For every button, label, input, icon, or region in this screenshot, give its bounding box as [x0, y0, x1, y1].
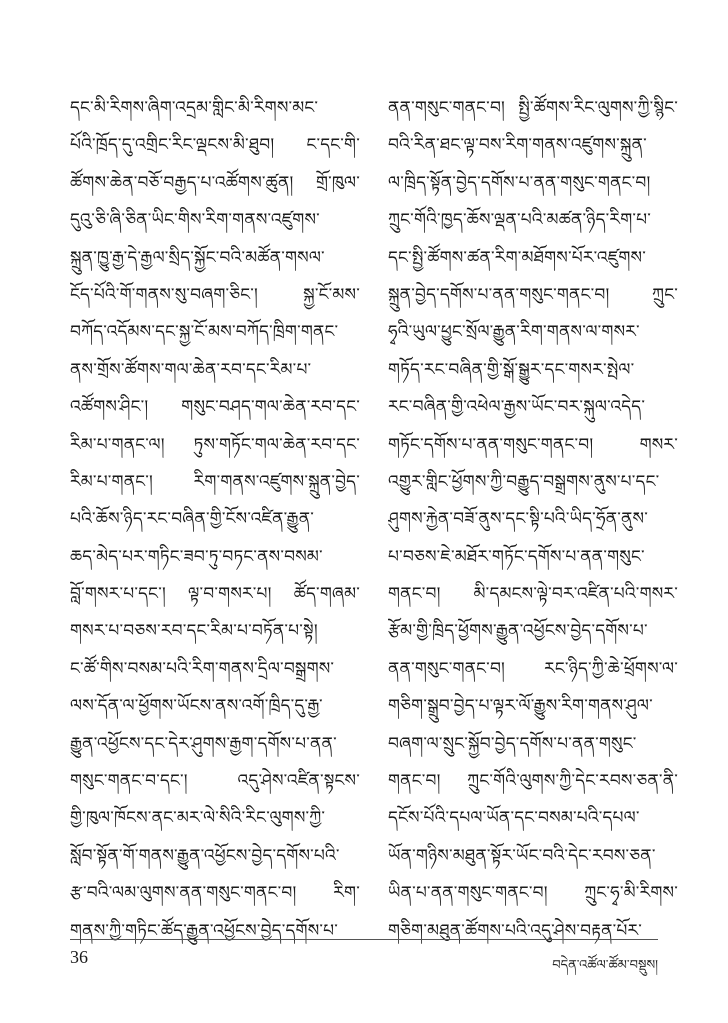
text-line: ནན་གསུང་གནང་བ། སྤྱི་ཚོགས་རིང་ལུགས་ཀྱི་སྙིང་ [388, 98, 678, 118]
text-line: ངོད་པོའི་གོ་གནས་སུ་བཞག་ཅིང་། སྐྱ་ངོ་མས་ [70, 284, 360, 305]
text-line: ལ་ཁྲིད་སྟོན་བྱེད་དགོས་པ་ནན་གསུང་གནང་བ། [388, 172, 651, 193]
text-line: རིམ་པ་གནང་ལ། ཏུས་གཏོང་གལ་ཆེན་རབ་དང་ [70, 434, 360, 455]
text-line: ཡིན་པ་ནན་གསུང་གནང་བ། ཀྲུང་ཧྭ་མི་རིགས་ [388, 883, 678, 904]
text-line: གནང་བ། ཀྲུང་གོའི་ལུགས་ཀྱི་དེང་རབས་ཅན་ནི་ [388, 771, 678, 792]
text-line: རྩོམ་གྱི་ཁྲིད་ཕྱོགས་རྒྱུན་འཕྱོངས་བྱེད་དགོས་པ་ [388, 621, 648, 642]
text-line: འགྱུར་གླིང་ཕྱོགས་ཀྱི་བརྒྱུད་བསྒྲགས་ནུས་པ་དང་ [388, 471, 660, 492]
text-line: ང་ཚོ་གིས་བསམ་པའི་རིག་གནས་དྲིལ་བསྒྲགས་ [70, 658, 335, 679]
text-line: དང་སྤྱི་ཚོགས་ཚན་རིག་མཐོགས་པོར་འཛུགས་ [388, 247, 646, 268]
text-line: ཡོན་གཉིས་མཐུན་སྟོར་ཡོང་བའི་དེང་རབས་ཅན་ [388, 845, 656, 866]
text-line: གྱི་ཁུལ་ཁོངས་ནང་མར་ལེ་སིའི་རིང་ལུགས་ཀྱི་ [70, 808, 326, 829]
text-line: བློ་གསར་པ་དང་། ལྟ་བ་གསར་པ། ཚོད་གཞམ་ [70, 584, 360, 605]
text-line: གནང་བ། མི་དམངས་ལྟེ་བར་འཛིན་པའི་གསར་ [388, 584, 678, 605]
text-line: དུའུ་ཅི་ཞི་ཅིན་ཡིང་གིས་རིག་གནས་འཛུགས་ [70, 210, 320, 231]
text-line: ལས་དོན་ལ་ཕྱོགས་ཡོངས་ནས་འགོ་ཁྲིད་དུ་རྒྱ་ [70, 696, 323, 717]
text-line: ཚོགས་ཆེན་བཅོ་བརྒྱད་པ་འཚོགས་ཚུན། གྲོ་ཁུལ་ [70, 172, 360, 193]
text-line: བའི་རིན་ཐང་ལྟ་བས་རིག་གནས་འཛུགས་སྐྲུན་ [388, 135, 647, 156]
text-line: ཀྲུང་གོའི་ཁྱད་ཆོས་ལྡན་པའི་མཚན་ཉིད་རིག་པ་ [388, 210, 652, 231]
text-line: པའི་ཆོས་ཉིད་རང་བཞིན་གྱི་ངོས་འཛིན་རྒྱུན་ [70, 509, 315, 530]
text-line: རིམ་པ་གནང་། རིག་གནས་འཛུགས་སྐྲུན་བྱེད་ [70, 471, 360, 492]
text-line: རྒྱུན་འཕྱོངས་དང་དེར་ཤུགས་རྒྱག་དགོས་པ་ནན་ [70, 733, 337, 754]
text-line: གནས་ཀྱི་གཏིང་ཚོད་རྒྱུན་འཕྱོངས་བྱེད་དགོས་པ་ [70, 920, 339, 941]
text-line: འཚོགས་ཤིང་། གསུང་བཤད་གལ་ཆེན་རབ་དང་ [70, 397, 360, 418]
text-line: པ་བཅས་ཇེ་མཐོར་གཏོང་དགོས་པ་ནན་གསུང་ [388, 546, 645, 567]
text-line: རང་བཞིན་གྱི་འཕེལ་རྒྱས་ཡོང་བར་སྐུལ་འདེད་ [388, 397, 646, 418]
text-line: གཅིག་མཐུན་ཚོགས་པའི་འདུ་ཤེས་བརྟན་པོར་ [388, 920, 643, 941]
running-footer-title: བདེན་འཚོལ་ཚོམ་བསྡུས། [552, 958, 658, 973]
footer-divider [70, 939, 658, 940]
text-line: ཧྭའི་ཡུལ་ཕྱུང་སྲོལ་རྒྱུན་རིག་གནས་ལ་གསར་ [388, 322, 640, 343]
text-line: གསུང་གནང་བ་དང་། འདུ་ཤེས་འཛིན་སྟངས་ [70, 771, 360, 792]
text-line: གཏོད་རང་བཞིན་གྱི་སྒོ་སྒྱུར་དང་གསར་སྤེལ་ [388, 359, 635, 380]
text-line: གཏོང་དགོས་པ་ནན་གསུང་གནང་བ། གསར་ [388, 434, 678, 455]
text-line: བཀོད་འདོམས་དང་སྐྱ་ངོ་མས་བཀོད་ཁྲིག་གནང་ [70, 322, 339, 343]
text-line: ནན་གསུང་གནང་བ། རང་ཉིད་ཀྱི་ཆེ་ཕྲོགས་ལ་ [388, 658, 678, 679]
text-line: རྩ་བའི་ལམ་ལུགས་ནན་གསུང་གནང་བ། རིག་ [70, 883, 360, 904]
text-line: གསར་པ་བཅས་རབ་དང་རིམ་པ་བཏོན་པ་སྟེ། [70, 621, 318, 642]
text-line: བཞག་ལ་སྲུང་སྐྱོབ་བྱེད་དགོས་པ་ནན་གསུང་ [388, 733, 637, 754]
right-text-column [388, 90, 678, 950]
text-line: དང་མི་རིགས་ཞིག་འདྲམ་གླིང་མི་རིགས་མང་ [70, 98, 319, 118]
left-text-column [70, 90, 360, 950]
text-line: ནས་གྲོས་ཚོགས་གལ་ཆེན་རབ་དང་རིམ་པ་ [70, 359, 312, 380]
text-line: གཅིག་སྒྲུབ་བྱེད་པ་ལྟར་ལོ་རྒྱུས་རིག་གནས་ཤུལ་ [388, 696, 653, 717]
text-line: སྐྲུན་ཁྱུ་རྒྱ་དེ་རྒྱལ་སྲིད་སྐྱོང་བའི་མཚོན་གསལ་ [70, 247, 325, 268]
text-line: ཆད་མེད་པར་གཏིང་ཟབ་ཏུ་བཏང་ནས་བསམ་ [70, 546, 323, 567]
text-line: སྐྲུན་བྱེད་དགོས་པ་ནན་གསུང་གནང་བ། ཀྲུང་ [388, 284, 678, 305]
text-line: སློབ་སྟོན་གོ་གནས་རྒྱུན་འཕྱོངས་བྱེད་དགོས་པའི་ [70, 845, 340, 866]
page-number: 36 [70, 947, 88, 967]
text-line: ཤུགས་རྐྱེན་བཟོ་ནུས་དང་སྟི་པའི་ཡིད་ཧྲོན་ནུས་ [388, 509, 648, 530]
text-line: པོའི་ཁྲོད་དུ་འགྲིང་རིང་ལྡངས་མི་ཐུབ། ང་དང་གི་ [70, 135, 360, 156]
text-line: དངོས་པོའི་དཔལ་ཡོན་དང་བསམ་པའི་དཔལ་ [388, 808, 640, 829]
